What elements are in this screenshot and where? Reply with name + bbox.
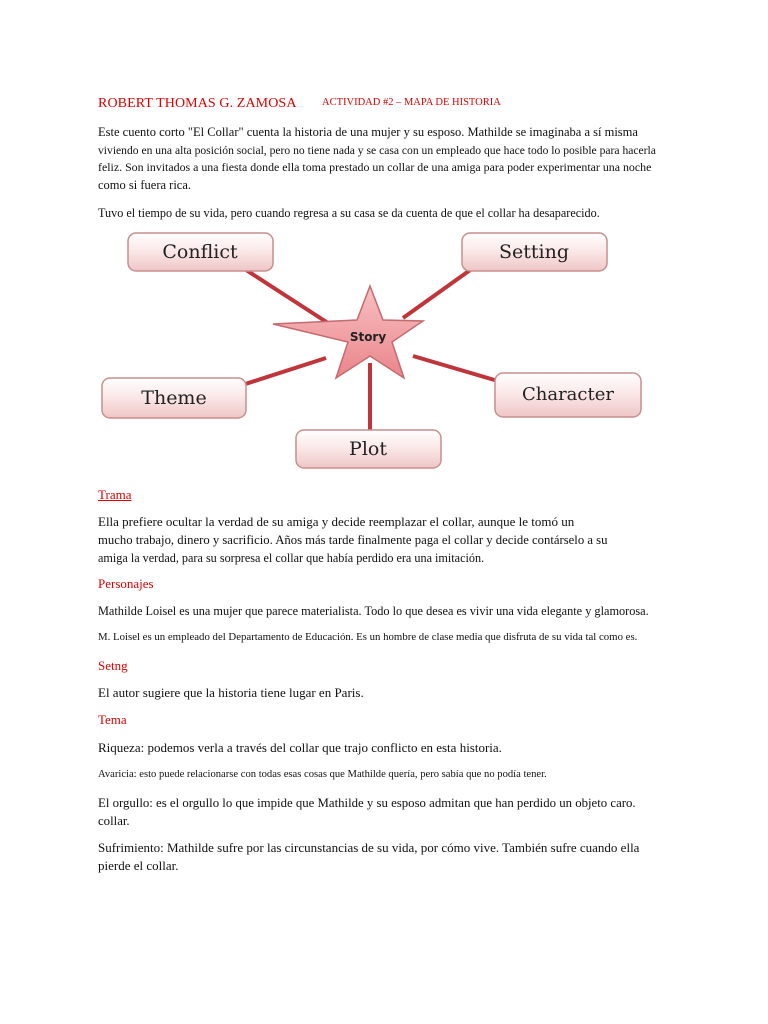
line-theme (233, 358, 326, 388)
node-theme (102, 378, 246, 418)
story-map-diagram (98, 228, 650, 474)
plot-label: Plot (349, 438, 387, 460)
line-setting (403, 268, 473, 318)
setng-line-1: El autor sugiere que la historia tiene lugar en Paris. (98, 685, 364, 700)
tema-line-2: Avaricia: esto puede relacionarse con todas esas cosas que Mathilde quería, pero sabía que no podía tener. (98, 769, 547, 780)
node-character (495, 373, 641, 417)
heading-trama: Trama (98, 487, 132, 502)
intro-line-4: como si fuera rica. (98, 177, 192, 192)
tema-line-3b: collar. (98, 814, 130, 828)
heading-setng: Setng (98, 658, 128, 673)
tema-paragraph-4 (98, 839, 665, 875)
personajes-line-2: M. Loisel es un empleado del Departamento de Educación. Es un hombre de clase media que disfruta de su vida tal como es. (98, 631, 638, 643)
heading-personajes: Personajes (98, 576, 154, 591)
line-character (413, 356, 498, 381)
setting-label: Setting (498, 241, 570, 263)
story-label: Story (349, 330, 387, 344)
intro-line-2: viviendo en una alta posición social, pero no tiene nada y se casa con un empleado que hace todo lo posible para hacerla (98, 143, 656, 157)
node-conflict (128, 233, 273, 271)
node-plot (296, 430, 441, 468)
tema-paragraph-3 (98, 794, 665, 830)
heading-tema: Tema (98, 712, 127, 727)
tema-line-4a: Sufrimiento: Mathilde sufre por las circunstancias de su vida, por cómo vive. También sufre cuando ella (98, 840, 640, 855)
trama-line-2: mucho trabajo, dinero y sacrificio. Años más tarde finalmente paga el collar y decide contárselo a su (98, 533, 608, 547)
trama-paragraph (98, 513, 665, 567)
personajes-line-1: Mathilde Loisel es una mujer que parece materialista. Todo lo que desea es vivir una vida elegante y glamorosa. (98, 604, 649, 618)
trama-line-1: Ella prefiere ocultar la verdad de su amiga y decide reemplazar el collar, aunque le tomó un (98, 514, 575, 529)
tema-line-4b: pierde el collar. (98, 858, 179, 873)
intro-line-1: Este cuento corto "El Collar" cuenta la historia de una mujer y su esposo. Mathilde se imaginaba a sí misma (98, 125, 638, 139)
tema-line-3a: El orgullo: es el orgullo lo que impide que Mathilde y su esposo admitan que han perdido un objeto caro. (98, 796, 636, 810)
node-setting (462, 233, 607, 271)
intro-paragraph-1 (98, 124, 665, 194)
trama-line-3: amiga la verdad, para su sorpresa el collar que había perdido era una imitación. (98, 551, 485, 565)
intro-line-3: feliz. Son invitados a una fiesta donde ella toma prestado un collar de una amiga para poder experimentar una noche (98, 160, 652, 174)
intro-paragraph-2: Tuvo el tiempo de su vida, pero cuando regresa a su casa se da cuenta de que el collar ha desaparecido. (98, 206, 600, 220)
author-name: ROBERT THOMAS G. ZAMOSA (98, 96, 297, 111)
tema-line-1: Riqueza: podemos verla a través del collar que trajo conflicto en esta historia. (98, 740, 502, 755)
theme-label: Theme (141, 387, 207, 409)
character-label: Character (521, 384, 615, 405)
conflict-label: Conflict (162, 241, 238, 263)
line-conflict (243, 268, 328, 323)
activity-title: ACTIVIDAD #2 – MAPA DE HISTORIA (322, 97, 501, 108)
